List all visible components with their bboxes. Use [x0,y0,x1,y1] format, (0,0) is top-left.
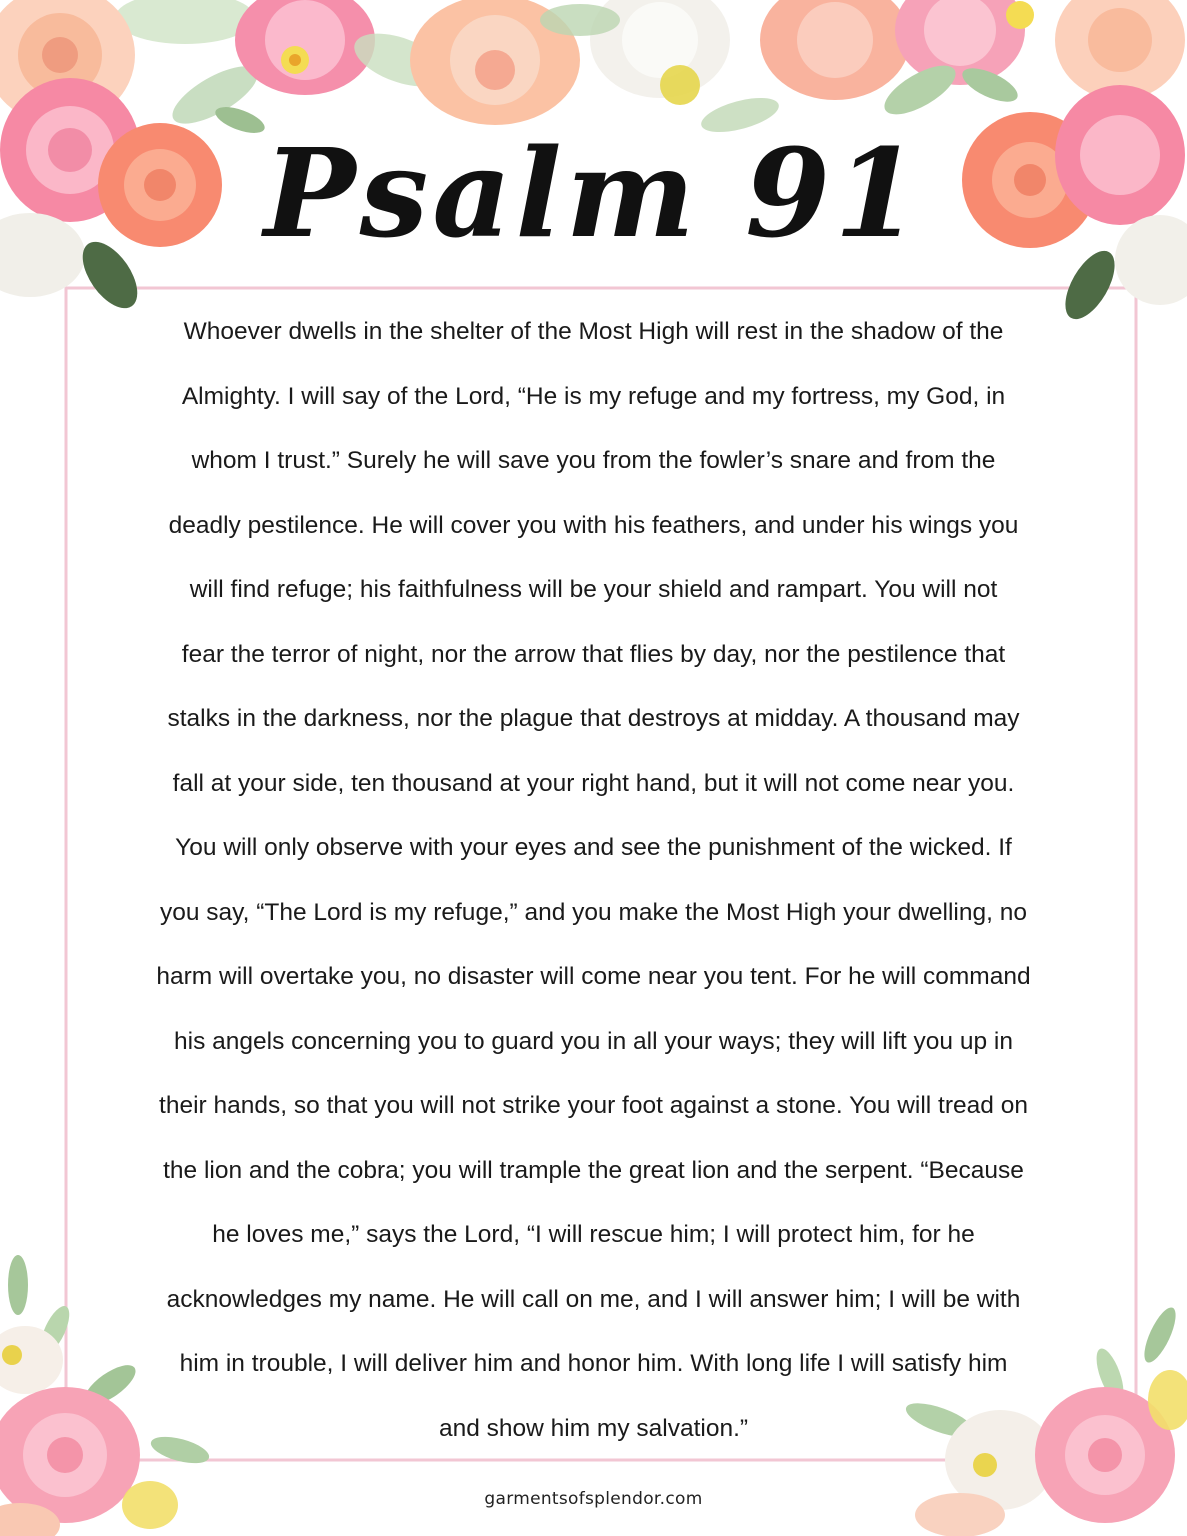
scripture-line: and show him my salvation.” [438,1414,749,1442]
scripture-line: whom I trust.” Surely he will save you from the fowler’s snare and from the [191,447,996,474]
scripture-line: deadly pestilence. He will cover you with his feathers, and under his wings you [168,511,1019,539]
scripture-line: fall at your side, ten thousand at your right hand, but it will not come near you. [172,769,1015,797]
website-footer: garmentsofsplendor.com [484,1489,703,1509]
scripture-line: Almighty. I will say of the Lord, “He is my refuge and my fortress, my God, in [181,382,1006,410]
scripture-line: fear the terror of night, nor the arrow that flies by day, nor the pestilence that [181,640,1006,668]
scripture-line: you say, “The Lord is my refuge,” and you make the Most High your dwelling, no [160,898,1027,926]
scripture-line: the lion and the cobra; you will trample the great lion and the serpent. “Because [163,1156,1024,1184]
scripture-line: Whoever dwells in the shelter of the Most High will rest in the shadow of the [183,318,1004,345]
scripture-line: his angels concerning you to guard you in all your ways; they will lift you up in [174,1027,1013,1055]
scripture-line: harm will overtake you, no disaster will come near you tent. For he will command [156,963,1031,990]
scripture-line: him in trouble, I will deliver him and honor him. With long life I will satisfy him [179,1350,1008,1377]
scripture-line: stalks in the darkness, nor the plague that destroys at midday. A thousand may [167,705,1020,732]
scripture-line: their hands, so that you will not strike your foot against a stone. You will tread on [159,1092,1028,1119]
scripture-line: he loves me,” says the Lord, “I will rescue him; I will protect him, for he [212,1221,975,1248]
scripture-body [110,300,1077,1461]
page-title: Psalm 91 [263,121,924,265]
scripture-line: will find refuge; his faithfulness will be your shield and rampart. You will not [189,576,998,603]
scripture-line: acknowledges my name. He will call on me, and I will answer him; I will be with [166,1285,1021,1313]
scripture-line: You will only observe with your eyes and see the punishment of the wicked. If [175,834,1012,861]
